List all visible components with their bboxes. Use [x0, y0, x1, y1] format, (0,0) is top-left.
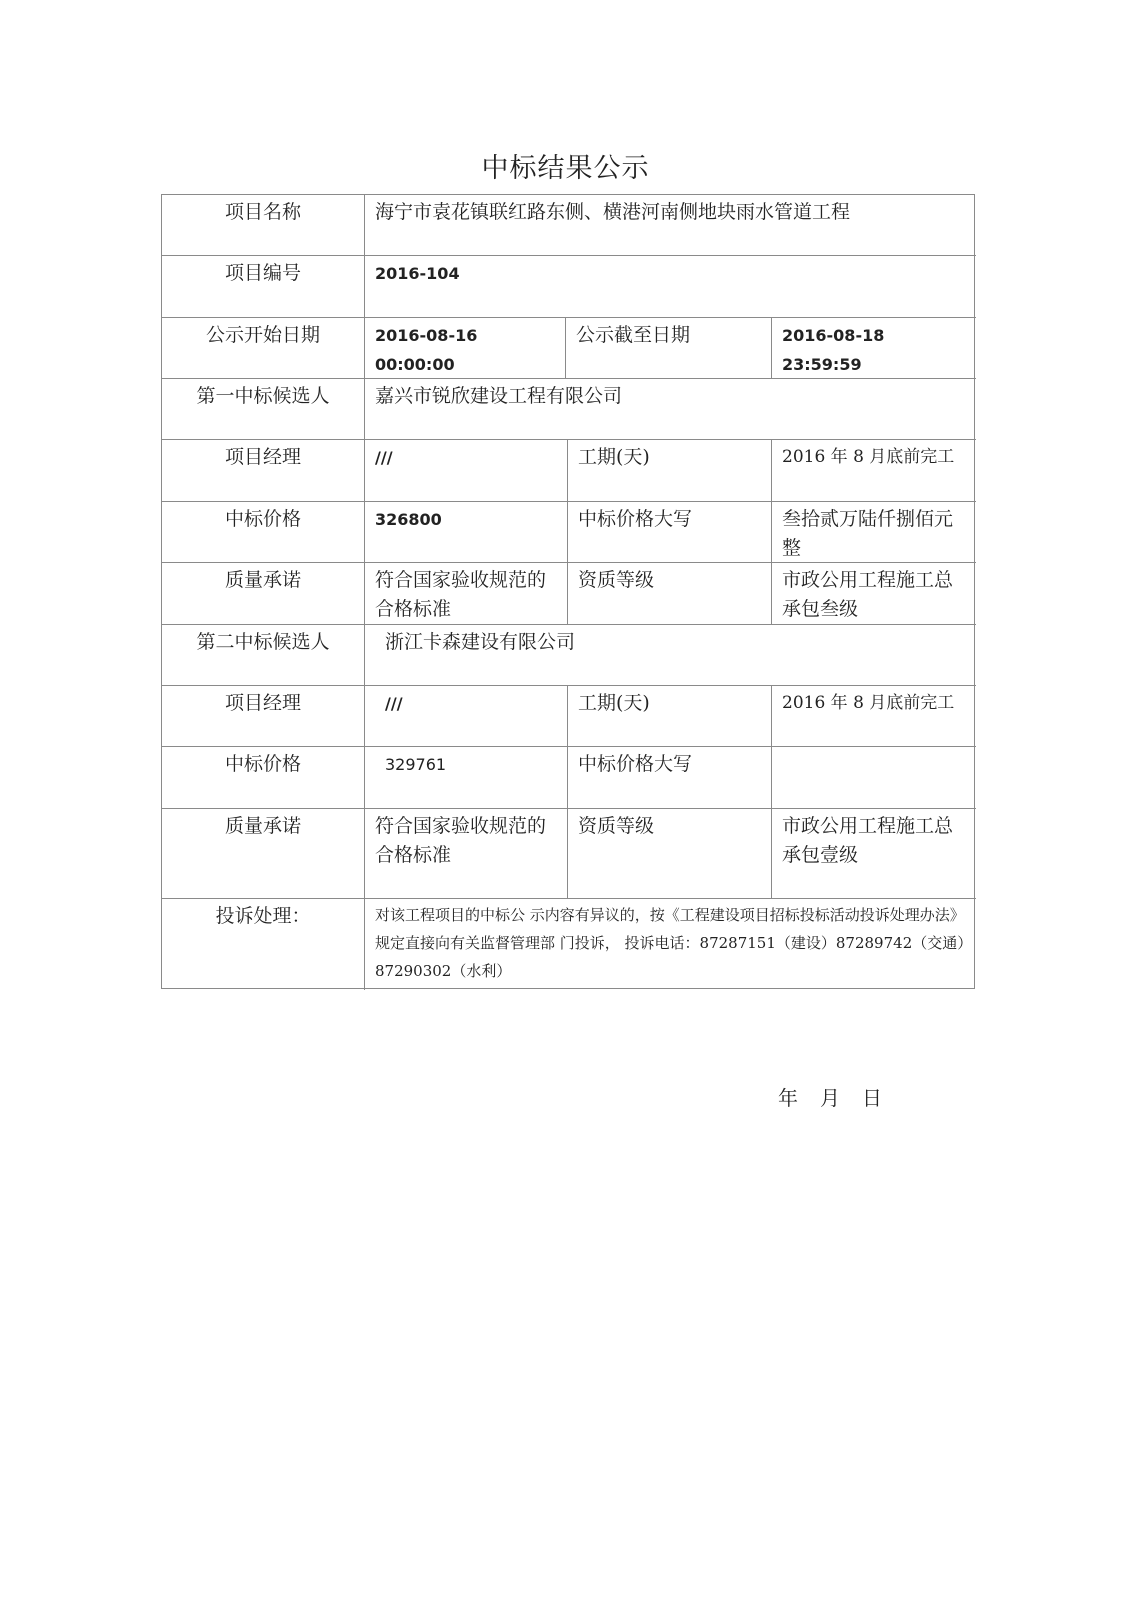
value-project-number: 2016-104: [365, 256, 976, 318]
date-month: 月: [820, 1086, 840, 1110]
label-second-duration: 工期(天): [568, 686, 772, 747]
label-complaint: 投诉处理：: [162, 899, 365, 990]
value-project-name: 海宁市袁花镇联红路东侧、横港河南侧地块雨水管道工程: [365, 195, 976, 256]
value-first-duration: 2016 年 8 月底前完工: [772, 440, 976, 502]
value-first-quality: 符合国家验收规范的合格标准: [365, 563, 568, 625]
label-first-price-words: 中标价格大写: [568, 502, 772, 563]
value-first-price: 326800: [365, 502, 568, 563]
result-table: [161, 194, 975, 989]
label-first-price: 中标价格: [162, 502, 365, 563]
label-second-quality: 质量承诺: [162, 809, 365, 899]
value-end-date: 2016-08-18 23:59:59: [772, 318, 976, 379]
label-end-date: 公示截至日期: [566, 318, 772, 379]
value-first-candidate: 嘉兴市锐欣建设工程有限公司: [365, 379, 976, 440]
value-first-qualification: 市政公用工程施工总承包叁级: [772, 563, 976, 625]
value-second-manager: ///: [365, 686, 568, 747]
label-first-quality: 质量承诺: [162, 563, 365, 625]
date-year: 年: [778, 1086, 798, 1110]
label-second-price: 中标价格: [162, 747, 365, 809]
label-second-price-words: 中标价格大写: [568, 747, 772, 809]
value-second-candidate: 浙江卡森建设有限公司: [365, 625, 976, 686]
value-start-date: 2016-08-16 00:00:00: [365, 318, 566, 379]
value-complaint: 对该工程项目的中标公 示内容有异议的，按《工程建设项目招标投标活动投诉处理办法》 规定直接向有关监督管理部 门投诉， 投诉电话：87287151（建设）87289742（交通）87290302（水利）: [375, 906, 965, 980]
page-title: 中标结果公示: [481, 153, 650, 184]
value-first-price-words: 叁拾贰万陆仟捌佰元整: [772, 502, 976, 563]
value-second-quality: 符合国家验收规范的合格标准: [365, 809, 568, 899]
label-second-candidate: 第二中标候选人: [162, 625, 365, 686]
value-second-price: 329761: [365, 747, 568, 809]
label-second-manager: 项目经理: [162, 686, 365, 747]
value-first-manager: ///: [365, 440, 568, 502]
label-first-candidate: 第一中标候选人: [162, 379, 365, 440]
label-start-date: 公示开始日期: [162, 318, 365, 379]
label-second-qualification: 资质等级: [568, 809, 772, 899]
date-day: 日: [862, 1086, 882, 1110]
label-first-manager: 项目经理: [162, 440, 365, 502]
value-second-duration: 2016 年 8 月底前完工: [772, 686, 976, 747]
label-project-name: 项目名称: [162, 195, 365, 256]
value-second-price-words: [772, 747, 976, 809]
value-second-qualification: 市政公用工程施工总承包壹级: [772, 809, 976, 899]
label-first-duration: 工期(天): [568, 440, 772, 502]
label-project-number: 项目编号: [162, 256, 365, 318]
label-first-qualification: 资质等级: [568, 563, 772, 625]
